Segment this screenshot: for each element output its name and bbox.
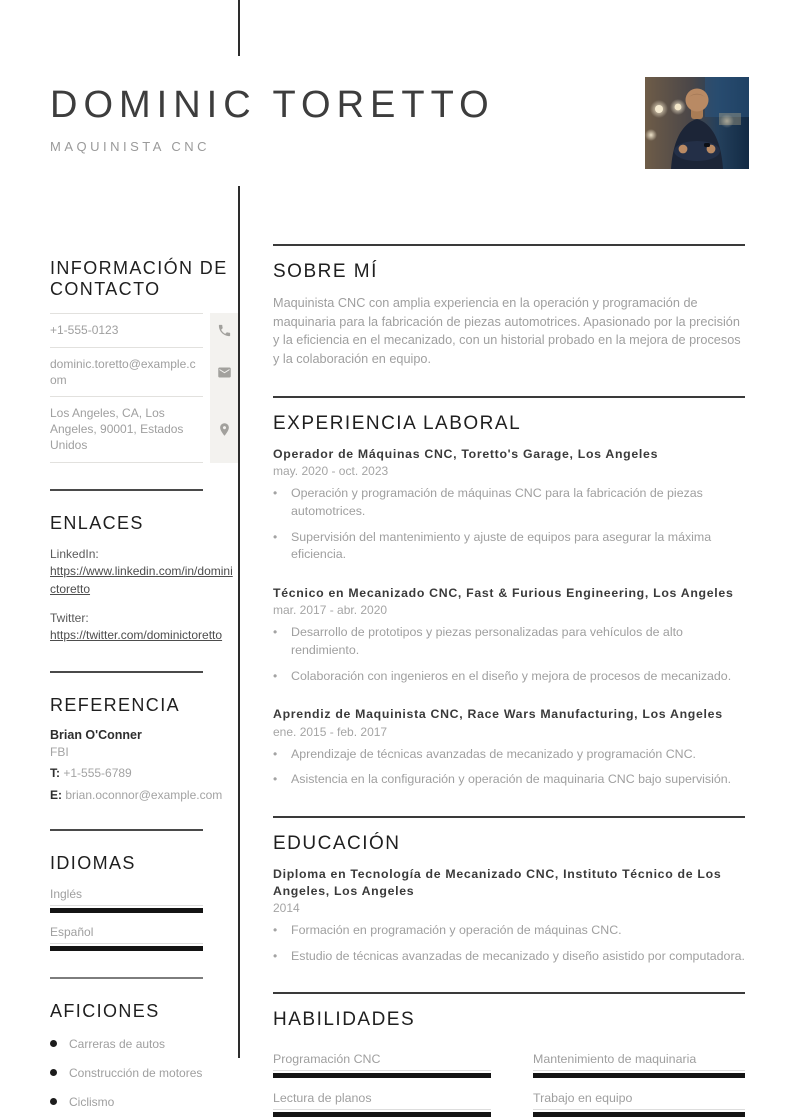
hobbies-section-heading: AFICIONES <box>50 1000 160 1021</box>
job-bullets <box>273 624 745 685</box>
reference-company: FBI <box>50 745 69 760</box>
skills-grid <box>273 1052 745 1117</box>
job-dates: ene. 2015 - feb. 2017 <box>273 724 388 739</box>
reference-email-label: E: <box>50 788 62 803</box>
education-bullets <box>273 922 745 965</box>
links-section-heading: ENLACES <box>50 512 144 533</box>
experience-entry <box>273 446 745 564</box>
link-item-linkedin <box>50 546 238 598</box>
job-title-subtitle: MAQUINISTA CNC <box>50 139 210 154</box>
reference-phone <box>50 765 238 781</box>
top-divider-line <box>238 0 240 56</box>
reference-email <box>50 787 238 803</box>
job-dates: may. 2020 - oct. 2023 <box>273 464 389 479</box>
contact-row-phone <box>50 313 238 347</box>
main-content <box>273 244 745 1117</box>
bullet-text: Estudio de técnicas avanzadas de mecanizado y diseño asistido por computadora. <box>291 948 745 963</box>
reference-section-heading: REFERENCIA <box>50 694 181 715</box>
job-bullet <box>273 746 745 764</box>
bullet-text: Supervisión del mantenimiento y ajuste de equipos para asegurar la máxima eficiencia. <box>291 529 712 562</box>
contact-row-email <box>50 348 238 397</box>
section-rule <box>273 244 745 246</box>
reference-name: Brian O'Conner <box>50 728 142 743</box>
language-level-bar <box>50 946 203 951</box>
contact-list <box>50 313 238 462</box>
skill-label: Trabajo en equipo <box>533 1091 745 1110</box>
skill-level-bar <box>533 1073 745 1078</box>
location-icon <box>210 397 238 463</box>
bullet-dot-icon <box>50 1040 57 1047</box>
skill-level-bar <box>273 1112 491 1117</box>
job-dates: mar. 2017 - abr. 2020 <box>273 603 388 618</box>
degree-title: Diploma en Tecnología de Mecanizado CNC, Instituto Técnico de Los Angeles, Los Angeles <box>273 866 722 898</box>
column-divider-line <box>238 186 240 1058</box>
section-rule <box>273 396 745 398</box>
section-divider <box>50 977 203 979</box>
contact-phone-value: +1-555-0123 <box>50 313 203 347</box>
skill-label: Programación CNC <box>273 1052 491 1071</box>
language-name: Español <box>50 925 203 944</box>
skill-label: Lectura de planos <box>273 1091 491 1110</box>
skill-item <box>273 1091 491 1117</box>
education-bullet <box>273 948 745 966</box>
bullet-text: Aprendizaje de técnicas avanzadas de mecanizado y programación CNC. <box>291 746 696 761</box>
degree-year: 2014 <box>273 901 300 916</box>
language-level-bar <box>50 908 203 913</box>
bullet-icon: • <box>273 668 278 683</box>
contact-row-address <box>50 397 238 463</box>
bullet-text: Asistencia en la configuración y operación de maquinaria CNC bajo supervisión. <box>291 772 732 787</box>
languages-section-heading: IDIOMAS <box>50 853 136 874</box>
job-bullet <box>273 771 745 789</box>
profile-photo-illustration <box>645 77 749 169</box>
bullet-icon: • <box>273 529 278 544</box>
bullet-icon: • <box>273 772 278 787</box>
section-divider <box>50 829 203 831</box>
linkedin-link[interactable]: https://www.linkedin.com/in/dominictoretto <box>50 564 233 596</box>
reference-email-value: brian.oconnor@example.com <box>65 788 223 803</box>
skill-item <box>273 1052 491 1078</box>
bullet-dot-icon <box>50 1069 57 1076</box>
language-item <box>50 925 203 951</box>
reference-phone-value: +1-555-6789 <box>63 766 132 781</box>
section-rule <box>273 816 745 818</box>
hobby-label: Ciclismo <box>69 1094 115 1109</box>
section-divider <box>50 489 203 491</box>
section-rule <box>273 992 745 994</box>
skill-level-bar <box>533 1112 745 1117</box>
section-divider <box>50 671 203 673</box>
bullet-text: Colaboración con ingenieros en el diseño y mejora de procesos de mecanizado. <box>291 668 732 683</box>
mail-icon <box>210 348 238 397</box>
skills-section-heading: HABILIDADES <box>273 1009 416 1031</box>
job-bullet <box>273 485 745 520</box>
twitter-label: Twitter: <box>50 611 89 625</box>
hobby-label: Construcción de motores <box>69 1065 203 1080</box>
language-item <box>50 887 203 913</box>
language-name: Inglés <box>50 887 203 906</box>
job-title: Aprendiz de Maquinista CNC, Race Wars Manufacturing, Los Angeles <box>273 707 723 722</box>
about-section-heading: SOBRE MÍ <box>273 261 378 282</box>
reference-phone-label: T: <box>50 766 60 781</box>
about-text: Maquinista CNC con amplia experiencia en la operación y programación de maquinaria para la fabricación de piezas automotrices. Apasionado por la precisión y la eficiencia en el mecanizado, con un historial probado en la mejora de procesos y la colaboración en equipo. <box>273 296 741 367</box>
experience-entry <box>273 585 745 685</box>
skill-label: Mantenimiento de maquinaria <box>533 1052 745 1071</box>
hobby-label: Carreras de autos <box>69 1036 166 1051</box>
bullet-icon: • <box>273 948 278 963</box>
hobby-item <box>50 1066 238 1080</box>
job-bullet <box>273 624 745 659</box>
profile-photo <box>645 77 749 169</box>
twitter-link[interactable]: https://twitter.com/dominictoretto <box>50 628 223 643</box>
skill-item <box>533 1052 745 1078</box>
education-section-heading: EDUCACIÓN <box>273 832 401 854</box>
link-item-twitter <box>50 610 238 645</box>
job-title: Operador de Máquinas CNC, Toretto's Garage, Los Angeles <box>273 446 659 461</box>
experience-section-heading: EXPERIENCIA LABORAL <box>273 412 522 434</box>
bullet-dot-icon <box>50 1098 57 1105</box>
hobby-item <box>50 1037 238 1051</box>
bullet-text: Formación en programación y operación de máquinas CNC. <box>291 923 622 938</box>
sidebar <box>50 258 238 1109</box>
bullet-text: Desarrollo de prototipos y piezas personalizadas para vehículos de alto rendimiento. <box>291 625 683 657</box>
contact-address-value: Los Angeles, CA, Los Angeles, 90001, Estados Unidos <box>50 397 203 463</box>
linkedin-label: LinkedIn: <box>50 546 99 561</box>
job-bullets <box>273 746 745 789</box>
bullet-icon: • <box>273 486 278 501</box>
hobby-item <box>50 1095 238 1109</box>
education-entry <box>273 866 745 965</box>
phone-icon <box>210 313 238 347</box>
education-bullet <box>273 922 745 940</box>
job-bullet <box>273 668 745 686</box>
bullet-icon: • <box>273 625 278 640</box>
job-title: Técnico en Mecanizado CNC, Fast & Furious Engineering, Los Angeles <box>273 585 734 600</box>
job-bullets <box>273 485 745 563</box>
hobby-list <box>50 1037 238 1109</box>
skill-item <box>533 1091 745 1117</box>
contact-email-value[interactable]: dominic.toretto@example.com <box>50 348 203 397</box>
bullet-icon: • <box>273 923 278 938</box>
person-name: DOMINIC TORETTO <box>50 84 495 126</box>
header <box>50 84 495 154</box>
experience-entry <box>273 706 745 789</box>
skill-level-bar <box>273 1073 491 1078</box>
bullet-text: Operación y programación de máquinas CNC para la fabricación de piezas automotrices. <box>291 486 703 518</box>
job-bullet <box>273 529 745 564</box>
contact-section-heading: INFORMACIÓN DE CONTACTO <box>50 258 228 300</box>
bullet-icon: • <box>273 746 278 761</box>
